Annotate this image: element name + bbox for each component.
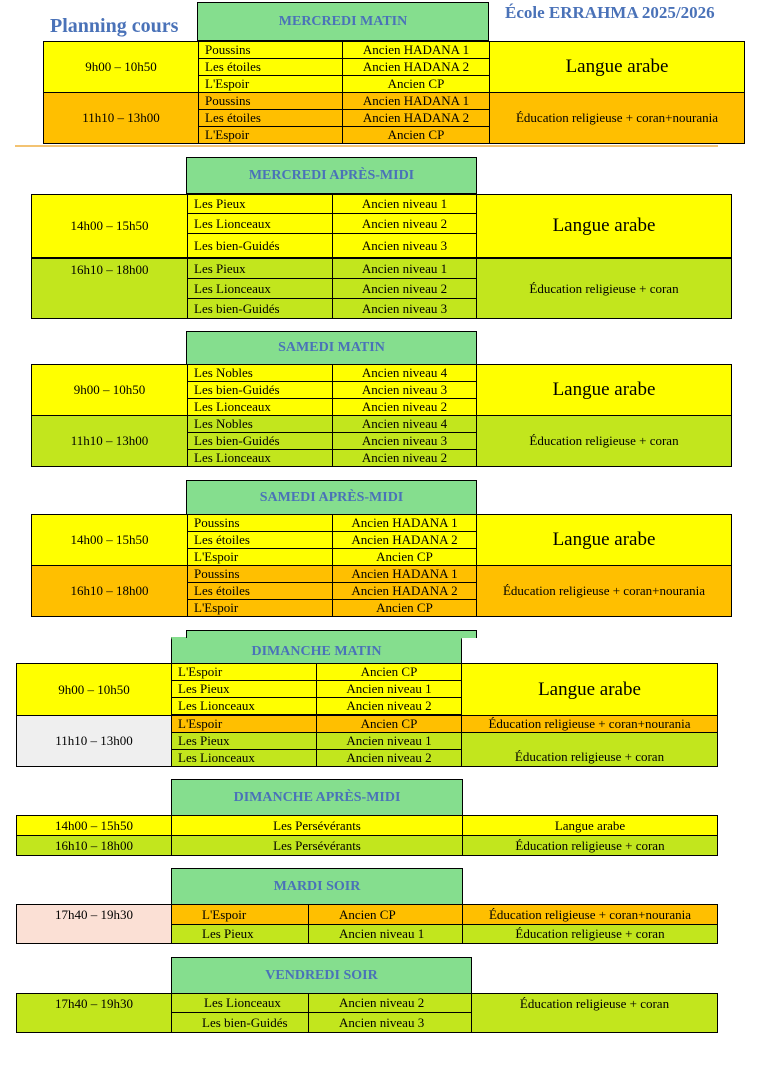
level-name: Ancien CP	[332, 548, 477, 566]
block-title-samedi-matin: SAMEDI MATIN	[186, 331, 477, 365]
separator-line	[15, 145, 718, 147]
level-name: Ancien niveau 3	[332, 381, 477, 399]
level-name: Ancien niveau 2	[316, 749, 462, 767]
level-name: Ancien niveau 2	[332, 449, 477, 467]
group-name: Poussins	[187, 514, 333, 532]
block-title-dimanche-matin: DIMANCHE MATIN	[171, 637, 462, 664]
level-name: Ancien CP	[316, 715, 462, 733]
group-name: Les étoiles	[198, 58, 343, 76]
group-name: Les Lionceaux	[171, 697, 317, 715]
page-title: Planning cours	[50, 15, 179, 37]
level-name: Ancien HADANA 1	[342, 41, 490, 59]
group-name: Les Lionceaux	[187, 449, 333, 467]
group-name: Les Nobles	[187, 364, 333, 382]
subject: Éducation religieuse + coran	[462, 835, 718, 856]
subject: Langue arabe	[476, 364, 732, 416]
group-name: Les Lionceaux	[187, 213, 333, 234]
group-name: Les étoiles	[198, 109, 343, 127]
level-name: Ancien niveau 1	[308, 924, 463, 944]
subject: Éducation religieuse + coran+nourania	[476, 565, 732, 617]
level-name: Ancien niveau 1	[332, 258, 477, 279]
time-slot: 11h10 – 13h00	[31, 415, 188, 467]
group-name: L'Espoir	[187, 599, 333, 617]
level-name: Ancien CP	[342, 126, 490, 144]
level-name: Ancien niveau 3	[308, 1012, 472, 1033]
time-slot: 16h10 – 18h00	[16, 835, 172, 856]
group-name: Les Lionceaux	[171, 993, 309, 1013]
group-name: L'Espoir	[198, 126, 343, 144]
level-name: Ancien niveau 2	[332, 213, 477, 234]
group-name: Les bien-Guidés	[187, 381, 333, 399]
subject: Langue arabe	[476, 514, 732, 566]
group-name: Les Persévérants	[171, 815, 463, 836]
group-name: Les Nobles	[187, 415, 333, 433]
header-tab-edge	[186, 630, 477, 638]
block-title-mercredi-apres-midi: MERCREDI APRÈS-MIDI	[186, 157, 477, 194]
subject: Éducation religieuse + coran	[476, 258, 732, 319]
time-slot: 14h00 – 15h50	[31, 514, 188, 566]
subject: Éducation religieuse + coran	[461, 732, 718, 767]
time-slot: 9h00 – 10h50	[16, 663, 172, 716]
block-title-dimanche-apres-midi: DIMANCHE APRÈS-MIDI	[171, 779, 463, 816]
time-slot: 11h10 – 13h00	[43, 92, 199, 144]
school-title: École ERRAHMA 2025/2026	[505, 3, 715, 22]
block-title-samedi-apres-midi: SAMEDI APRÈS-MIDI	[186, 480, 477, 515]
subject: Éducation religieuse + coran+nourania	[462, 904, 718, 925]
block-title-vendredi-soir: VENDREDI SOIR	[171, 957, 472, 994]
level-name: Ancien niveau 4	[332, 415, 477, 433]
block-title-mercredi-matin: MERCREDI MATIN	[197, 2, 489, 41]
group-name: Les Lionceaux	[187, 398, 333, 416]
time-slot: 16h10 – 18h00	[31, 258, 188, 319]
group-name: Poussins	[198, 92, 343, 110]
level-name: Ancien HADANA 1	[342, 92, 490, 110]
time-slot: 14h00 – 15h50	[31, 194, 188, 258]
level-name: Ancien niveau 3	[332, 233, 477, 258]
level-name: Ancien niveau 1	[316, 680, 462, 698]
level-name: Ancien CP	[308, 904, 463, 925]
level-name: Ancien niveau 3	[332, 298, 477, 319]
group-name: Poussins	[198, 41, 343, 59]
time-slot: 17h40 – 19h30	[16, 904, 172, 944]
group-name: Les Persévérants	[171, 835, 463, 856]
level-name: Ancien niveau 3	[332, 432, 477, 450]
subject: Langue arabe	[476, 194, 732, 258]
level-name: Ancien CP	[342, 75, 490, 93]
subject: Éducation religieuse + coran	[462, 924, 718, 944]
group-name: L'Espoir	[171, 715, 317, 733]
level-name: Ancien HADANA 2	[332, 582, 477, 600]
subject: Langue arabe	[489, 41, 745, 93]
level-name: Ancien niveau 2	[332, 278, 477, 299]
time-slot: 11h10 – 13h00	[16, 715, 172, 767]
subject: Éducation religieuse + coran+nourania	[489, 92, 745, 144]
level-name: Ancien HADANA 2	[342, 109, 490, 127]
level-name: Ancien niveau 1	[316, 732, 462, 750]
subject: Éducation religieuse + coran+nourania	[461, 715, 718, 733]
level-name: Ancien niveau 2	[308, 993, 472, 1013]
level-name: Ancien HADANA 2	[332, 531, 477, 549]
group-name: Les bien-Guidés	[171, 1012, 309, 1033]
group-name: Poussins	[187, 565, 333, 583]
level-name: Ancien HADANA 1	[332, 514, 477, 532]
group-name: Les étoiles	[187, 582, 333, 600]
subject: Langue arabe	[461, 663, 718, 716]
time-slot: 14h00 – 15h50	[16, 815, 172, 836]
group-name: L'Espoir	[198, 75, 343, 93]
group-name: Les Lionceaux	[187, 278, 333, 299]
group-name: Les bien-Guidés	[187, 233, 333, 258]
level-name: Ancien niveau 2	[332, 398, 477, 416]
level-name: Ancien niveau 2	[316, 697, 462, 715]
level-name: Ancien HADANA 1	[332, 565, 477, 583]
group-name: L'Espoir	[171, 663, 317, 681]
level-name: Ancien HADANA 2	[342, 58, 490, 76]
group-name: Les Pieux	[187, 194, 333, 214]
time-slot: 17h40 – 19h30	[16, 993, 172, 1033]
group-name: Les Lionceaux	[171, 749, 317, 767]
time-slot: 9h00 – 10h50	[31, 364, 188, 416]
level-name: Ancien niveau 1	[332, 194, 477, 214]
group-name: Les bien-Guidés	[187, 298, 333, 319]
group-name: L'Espoir	[171, 904, 309, 925]
group-name: Les Pieux	[171, 680, 317, 698]
group-name: Les Pieux	[171, 924, 309, 944]
subject: Langue arabe	[462, 815, 718, 836]
subject: Éducation religieuse + coran	[471, 993, 718, 1033]
subject: Éducation religieuse + coran	[476, 415, 732, 467]
group-name: Les bien-Guidés	[187, 432, 333, 450]
time-slot: 16h10 – 18h00	[31, 565, 188, 617]
group-name: Les Pieux	[171, 732, 317, 750]
level-name: Ancien CP	[332, 599, 477, 617]
group-name: L'Espoir	[187, 548, 333, 566]
block-title-mardi-soir: MARDI SOIR	[171, 868, 463, 905]
group-name: Les étoiles	[187, 531, 333, 549]
level-name: Ancien CP	[316, 663, 462, 681]
time-slot: 9h00 – 10h50	[43, 41, 199, 93]
group-name: Les Pieux	[187, 258, 333, 279]
level-name: Ancien niveau 4	[332, 364, 477, 382]
